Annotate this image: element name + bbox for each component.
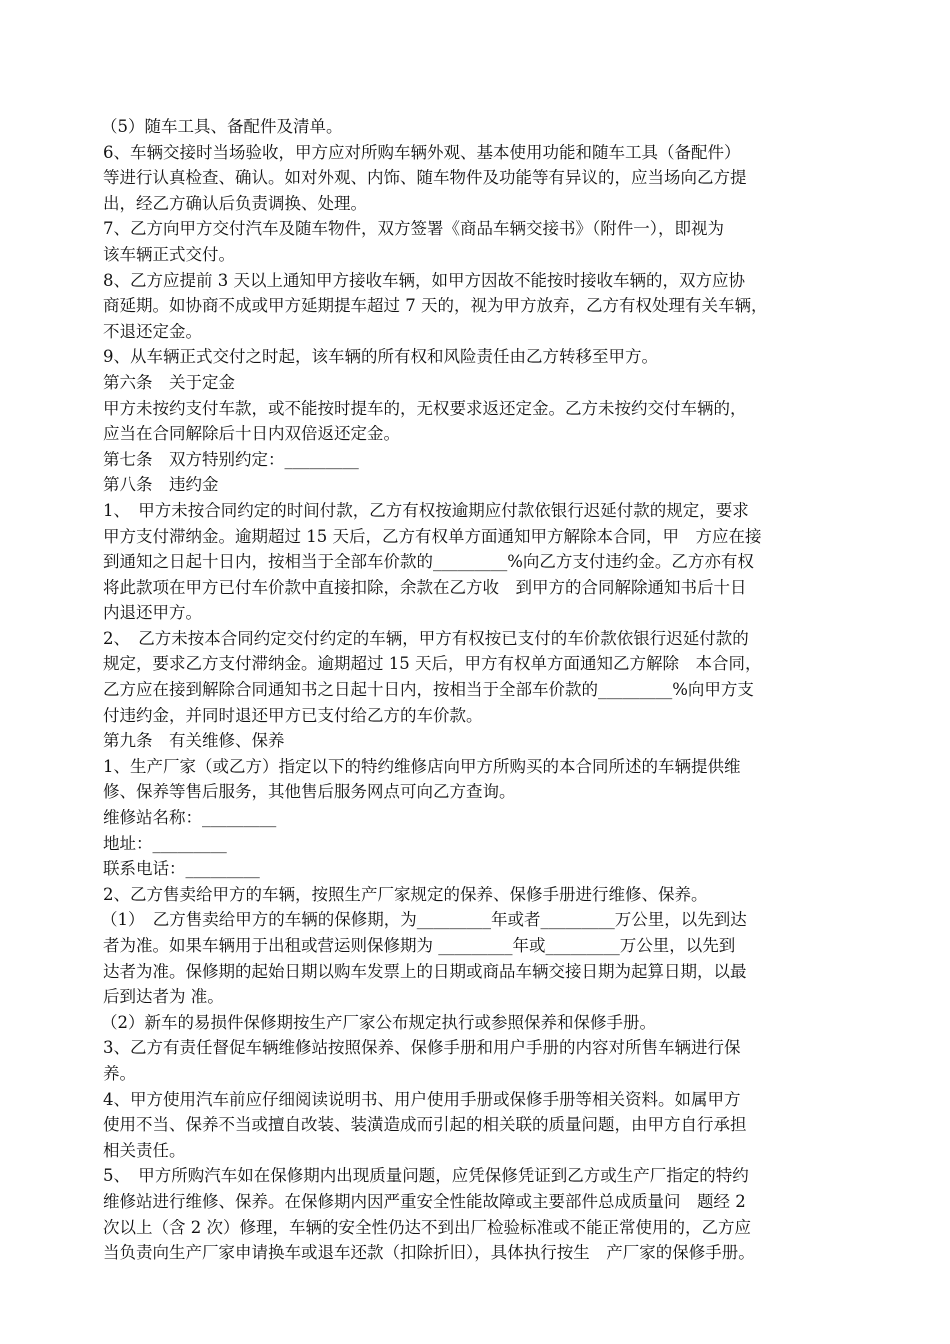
document-line: 乙方应在接到解除合同通知书之日起十日内，按相当于全部车价款的_________%向甲方支 xyxy=(103,680,754,700)
document-line: 2、 乙方未按本合同约定交付约定的车辆，甲方有权按已支付的车价款依银行迟延付款的 xyxy=(103,628,749,648)
document-line: 后到达者为 准。 xyxy=(103,987,224,1007)
document-line: 该车辆正式交付。 xyxy=(103,244,235,264)
document-line: 次以上（含 2 次）修理，车辆的安全性仍达不到出厂检验标准或不能正常使用的，乙方应 xyxy=(103,1217,751,1237)
document-line: 第九条 有关维修、保养 xyxy=(103,731,285,751)
document-line: 3、乙方有责任督促车辆维修站按照保养、保修手册和用户手册的内容对所售车辆进行保 xyxy=(103,1038,741,1058)
document-line: 等进行认真检查、确认。如对外观、内饰、随车物件及功能等有异议的，应当场向乙方提 xyxy=(103,168,747,188)
document-line: 9、从车辆正式交付之时起，该车辆的所有权和风险责任由乙方转移至甲方。 xyxy=(103,347,658,367)
document-line: 1、生产厂家（或乙方）指定以下的特约维修店向甲方所购买的本合同所述的车辆提供维 xyxy=(103,756,741,776)
document-line: 8、乙方应提前 3 天以上通知甲方接收车辆，如甲方因故不能按时接收车辆的，双方应协 xyxy=(103,270,745,290)
document-line: （5）随车工具、备配件及清单。 xyxy=(101,117,343,136)
document-line: 将此款项在甲方已付车价款中直接扣除，余款在乙方收 到甲方的合同解除通知书后十日 xyxy=(103,577,747,597)
document-line: 6、车辆交接时当场验收，甲方应对所购车辆外观、基本使用功能和随车工具（备配件） xyxy=(103,142,741,162)
document-line: 4、甲方使用汽车前应仔细阅读说明书、用户使用手册或保修手册等相关资料。如属甲方 xyxy=(103,1089,741,1109)
document-line: 维修站进行维修、保养。在保修期内因严重安全性能故障或主要部件总成质量问 题经 2 xyxy=(103,1191,746,1211)
document-line: （1） 乙方售卖给甲方的车辆的保修期，为_________年或者_________万公里，以先到达 xyxy=(101,910,747,930)
document-line: 第七条 双方特别约定：_________ xyxy=(103,449,359,469)
document-line: 甲方支付滞纳金。逾期超过 15 天后，乙方有权单方面通知甲方解除本合同，甲 方应在接 xyxy=(103,526,762,546)
document-line: 养。 xyxy=(103,1063,136,1083)
document-line: 当负责向生产厂家申请换车或退车还款（扣除折旧），具体执行按生 产厂家的保修手册。 xyxy=(103,1243,755,1263)
document-line: 者为准。如果车辆用于出租或营运则保修期为 _________年或_________万公里，以先到 xyxy=(103,936,736,955)
document-line: 甲方未按约支付车款，或不能按时提车的，无权要求返还定金。乙方未按约交付车辆的， xyxy=(103,398,747,418)
document-line: 达者为准。保修期的起始日期以购车发票上的日期或商品车辆交接日期为起算日期，以最 xyxy=(103,961,747,981)
document-line: 使用不当、保养不当或擅自改装、装潢造成而引起的相关联的质量问题，由甲方自行承担 xyxy=(103,1115,747,1135)
document-line: 相关责任。 xyxy=(103,1140,186,1160)
document-line: 2、乙方售卖给甲方的车辆，按照生产厂家规定的保养、保修手册进行维修、保养。 xyxy=(103,884,708,904)
document-line: 内退还甲方。 xyxy=(103,603,202,623)
document-line: 付违约金，并同时退还甲方已支付给乙方的车价款。 xyxy=(103,705,483,725)
document-line: （2）新车的易损件保修期按生产厂家公布规定执行或参照保养和保修手册。 xyxy=(101,1012,656,1032)
document-line: 应当在合同解除后十日内双倍返还定金。 xyxy=(103,424,400,444)
document-line: 联系电话：_________ xyxy=(103,859,260,879)
contract-text-body xyxy=(103,114,855,1266)
document-line: 5、 甲方所购汽车如在保修期内出现质量问题，应凭保修凭证到乙方或生产厂指定的特约 xyxy=(103,1166,749,1186)
document-line: 7、乙方向甲方交付汽车及随车物件，双方签署《商品车辆交接书》（附件一），即视为 xyxy=(103,219,724,239)
document-line: 第六条 关于定金 xyxy=(103,372,235,392)
document-line: 维修站名称：_________ xyxy=(103,808,277,828)
document-line: 修、保养等售后服务，其他售后服务网点可向乙方查询。 xyxy=(103,782,516,802)
document-line: 1、 甲方未按合同约定的时间付款，乙方有权按逾期应付款依银行迟延付款的规定，要求 xyxy=(103,500,749,520)
document-line: 规定，要求乙方支付滞纳金。逾期超过 15 天后，甲方有权单方面通知乙方解除 本合同， xyxy=(103,654,762,674)
document-line: 地址：_________ xyxy=(103,833,227,853)
document-line: 到通知之日起十日内，按相当于全部车价款的_________%向乙方支付违约金。乙方亦有权 xyxy=(103,552,754,572)
document-line: 出，经乙方确认后负责调换、处理。 xyxy=(103,193,367,213)
document-line: 第八条 违约金 xyxy=(103,475,219,495)
document-line: 不退还定金。 xyxy=(103,321,202,341)
document-line: 商延期。如协商不成或甲方延期提车超过 7 天的，视为甲方放弃，乙方有权处理有关车辆， xyxy=(103,296,768,316)
